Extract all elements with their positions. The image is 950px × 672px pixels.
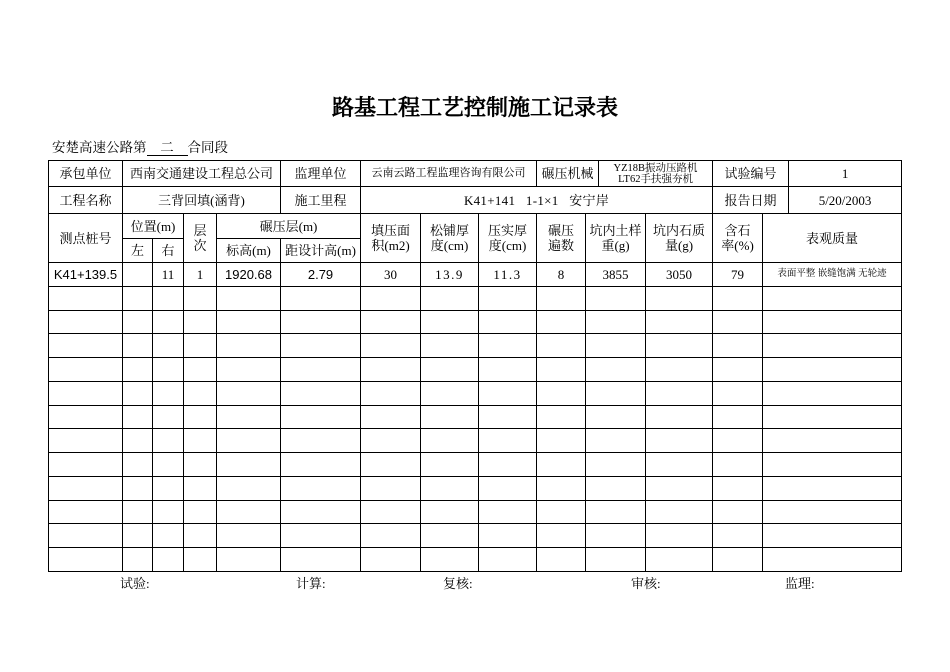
cell-station [49, 334, 123, 358]
test-no-label: 试验编号 [713, 161, 789, 187]
cell-soil-weight [586, 358, 646, 382]
cell-soil-weight [586, 381, 646, 405]
chainage-value: K41+141 1-1×1 安宁岸 [361, 187, 713, 214]
cell-left [123, 405, 153, 429]
cell-loose-thickness [421, 453, 479, 477]
cell-station [49, 476, 123, 500]
cell-layer [184, 548, 217, 572]
cell-appearance [763, 429, 902, 453]
cell-passes [537, 548, 586, 572]
cell-fill-area [361, 524, 421, 548]
cell-layer [184, 286, 217, 310]
column-header-compaction-layer: 碾压层(m) [217, 214, 361, 239]
table-row [49, 263, 902, 287]
cell-elevation: 1920.68 [217, 263, 281, 287]
table-row-blank [49, 476, 902, 500]
cell-left [123, 429, 153, 453]
cell-stone-weight [646, 334, 713, 358]
cell-fill-area [361, 358, 421, 382]
cell-elevation [217, 453, 281, 477]
cell-layer [184, 453, 217, 477]
column-header-position: 位置(m) [123, 214, 184, 239]
cell-appearance [763, 334, 902, 358]
cell-loose-thickness [421, 429, 479, 453]
cell-loose-thickness [421, 548, 479, 572]
cell-passes [537, 429, 586, 453]
cell-station [49, 524, 123, 548]
cell-appearance [763, 500, 902, 524]
cell-passes [537, 476, 586, 500]
cell-compacted-thickness: 11.3 [479, 263, 537, 287]
cell-compacted-thickness [479, 358, 537, 382]
record-table [48, 160, 902, 572]
contractor-value: 西南交通建设工程总公司 [123, 161, 281, 187]
cell-left [123, 358, 153, 382]
table-row-blank [49, 405, 902, 429]
cell-fill-area [361, 310, 421, 334]
cell-right [153, 334, 184, 358]
signature-supervision-label: 监理: [785, 576, 815, 591]
cell-layer [184, 476, 217, 500]
cell-dist-design [281, 358, 361, 382]
table-row-blank [49, 548, 902, 572]
cell-left [123, 548, 153, 572]
cell-layer [184, 334, 217, 358]
column-header-fill-area: 填压面 积(m2) [361, 214, 421, 263]
cell-dist-design [281, 334, 361, 358]
cell-elevation [217, 381, 281, 405]
cell-station [49, 500, 123, 524]
cell-layer [184, 310, 217, 334]
cell-appearance [763, 310, 902, 334]
cell-layer [184, 358, 217, 382]
cell-stone-weight [646, 548, 713, 572]
cell-station [49, 358, 123, 382]
cell-fill-area [361, 286, 421, 310]
cell-appearance [763, 405, 902, 429]
cell-dist-design [281, 453, 361, 477]
cell-soil-weight [586, 500, 646, 524]
cell-dist-design [281, 286, 361, 310]
cell-stone-weight [646, 286, 713, 310]
cell-station: K41+139.5 [49, 263, 123, 287]
cell-soil-weight [586, 405, 646, 429]
cell-appearance [763, 381, 902, 405]
cell-left [123, 286, 153, 310]
cell-layer: 1 [184, 263, 217, 287]
cell-right [153, 310, 184, 334]
cell-stone-ratio [713, 476, 763, 500]
cell-appearance [763, 548, 902, 572]
cell-appearance [763, 453, 902, 477]
cell-soil-weight [586, 524, 646, 548]
machine-value: YZ18B振动压路机 LT62手扶强夯机 [599, 161, 713, 187]
cell-right [153, 476, 184, 500]
column-header-compacted-thickness: 压实厚 度(cm) [479, 214, 537, 263]
cell-soil-weight [586, 310, 646, 334]
cell-compacted-thickness [479, 500, 537, 524]
cell-left [123, 524, 153, 548]
cell-right [153, 286, 184, 310]
cell-stone-ratio [713, 381, 763, 405]
cell-loose-thickness [421, 310, 479, 334]
cell-passes [537, 453, 586, 477]
cell-fill-area [361, 381, 421, 405]
cell-compacted-thickness [479, 524, 537, 548]
cell-appearance [763, 476, 902, 500]
cell-station [49, 286, 123, 310]
project-label: 工程名称 [49, 187, 123, 214]
cell-dist-design [281, 500, 361, 524]
table-row-blank [49, 358, 902, 382]
table-row-blank [49, 286, 902, 310]
cell-stone-weight [646, 453, 713, 477]
column-header-passes: 碾压 遍数 [537, 214, 586, 263]
cell-elevation [217, 476, 281, 500]
report-date-value: 5/20/2003 [789, 187, 902, 214]
cell-fill-area [361, 548, 421, 572]
project-value: 三背回填(涵背) [123, 187, 281, 214]
cell-elevation [217, 500, 281, 524]
cell-fill-area: 30 [361, 263, 421, 287]
cell-stone-weight [646, 358, 713, 382]
cell-stone-ratio [713, 405, 763, 429]
column-header-right: 右 [153, 239, 184, 263]
cell-left [123, 381, 153, 405]
cell-stone-weight [646, 524, 713, 548]
chainage-label: 施工里程 [281, 187, 361, 214]
cell-stone-ratio [713, 310, 763, 334]
cell-passes [537, 334, 586, 358]
cell-right [153, 548, 184, 572]
cell-appearance [763, 358, 902, 382]
cell-loose-thickness [421, 405, 479, 429]
cell-compacted-thickness [479, 310, 537, 334]
cell-appearance [763, 524, 902, 548]
cell-layer [184, 405, 217, 429]
cell-elevation [217, 524, 281, 548]
table-row-blank [49, 334, 902, 358]
cell-soil-weight [586, 476, 646, 500]
cell-dist-design [281, 310, 361, 334]
cell-loose-thickness [421, 286, 479, 310]
cell-dist-design [281, 548, 361, 572]
cell-passes [537, 310, 586, 334]
cell-elevation [217, 310, 281, 334]
cell-right [153, 453, 184, 477]
cell-station [49, 453, 123, 477]
cell-loose-thickness: 13.9 [421, 263, 479, 287]
cell-loose-thickness [421, 500, 479, 524]
cell-stone-weight [646, 310, 713, 334]
cell-right [153, 524, 184, 548]
cell-loose-thickness [421, 524, 479, 548]
cell-compacted-thickness [479, 548, 537, 572]
signature-calc-label: 计算: [296, 576, 326, 591]
cell-left [123, 453, 153, 477]
supervisor-label: 监理单位 [281, 161, 361, 187]
supervisor-value: 云南云路工程监理咨询有限公司 [361, 161, 537, 187]
cell-stone-weight [646, 429, 713, 453]
contractor-label: 承包单位 [49, 161, 123, 187]
cell-compacted-thickness [479, 405, 537, 429]
cell-compacted-thickness [479, 476, 537, 500]
cell-right [153, 358, 184, 382]
cell-dist-design [281, 381, 361, 405]
cell-stone-ratio [713, 453, 763, 477]
signature-test-label: 试验: [120, 576, 150, 591]
table-row-blank [49, 500, 902, 524]
column-header-layer: 层 次 [184, 214, 217, 263]
cell-stone-ratio [713, 500, 763, 524]
cell-elevation [217, 334, 281, 358]
cell-stone-ratio [713, 286, 763, 310]
cell-loose-thickness [421, 381, 479, 405]
cell-left [123, 476, 153, 500]
cell-fill-area [361, 500, 421, 524]
cell-right [153, 500, 184, 524]
column-header-loose-thickness: 松铺厚 度(cm) [421, 214, 479, 263]
cell-elevation [217, 405, 281, 429]
table-row-blank [49, 381, 902, 405]
cell-soil-weight: 3855 [586, 263, 646, 287]
cell-appearance [763, 286, 902, 310]
column-header-row-1 [49, 214, 902, 239]
cell-stone-ratio [713, 358, 763, 382]
document-title: 路基工程工艺控制施工记录表 [331, 95, 618, 120]
cell-stone-ratio: 79 [713, 263, 763, 287]
cell-loose-thickness [421, 476, 479, 500]
cell-right [153, 429, 184, 453]
column-header-elevation: 标高(m) [217, 239, 281, 263]
table-row-blank [49, 310, 902, 334]
cell-layer [184, 524, 217, 548]
section-number: 二 [147, 140, 188, 156]
cell-stone-weight [646, 476, 713, 500]
cell-layer [184, 429, 217, 453]
cell-fill-area [361, 405, 421, 429]
cell-layer [184, 500, 217, 524]
cell-passes [537, 381, 586, 405]
cell-passes [537, 524, 586, 548]
cell-fill-area [361, 334, 421, 358]
section-suffix: 合同段 [187, 140, 228, 155]
cell-soil-weight [586, 429, 646, 453]
cell-right: 11 [153, 263, 184, 287]
signature-audit-label: 审核: [631, 576, 661, 591]
cell-stone-ratio [713, 429, 763, 453]
test-no-value: 1 [789, 161, 902, 187]
table-row-blank [49, 524, 902, 548]
cell-elevation [217, 548, 281, 572]
cell-compacted-thickness [479, 286, 537, 310]
cell-compacted-thickness [479, 334, 537, 358]
cell-elevation [217, 429, 281, 453]
cell-stone-ratio [713, 334, 763, 358]
cell-loose-thickness [421, 358, 479, 382]
machine-label: 碾压机械 [537, 161, 599, 187]
cell-elevation [217, 286, 281, 310]
cell-soil-weight [586, 286, 646, 310]
cell-soil-weight [586, 548, 646, 572]
cell-layer [184, 381, 217, 405]
cell-left [123, 334, 153, 358]
cell-dist-design: 2.79 [281, 263, 361, 287]
cell-compacted-thickness [479, 381, 537, 405]
info-row-1 [49, 161, 902, 187]
cell-dist-design [281, 405, 361, 429]
cell-fill-area [361, 476, 421, 500]
column-header-left: 左 [123, 239, 153, 263]
column-header-dist-design: 距设计高(m) [281, 239, 361, 263]
column-header-station: 测点桩号 [49, 214, 123, 263]
cell-stone-weight [646, 381, 713, 405]
cell-passes [537, 358, 586, 382]
table-row-blank [49, 429, 902, 453]
cell-passes [537, 405, 586, 429]
cell-fill-area [361, 453, 421, 477]
cell-right [153, 381, 184, 405]
cell-passes: 8 [537, 263, 586, 287]
cell-stone-weight [646, 405, 713, 429]
cell-fill-area [361, 429, 421, 453]
section-prefix: 安楚高速公路第 [52, 140, 147, 155]
cell-stone-ratio [713, 548, 763, 572]
cell-left [123, 310, 153, 334]
cell-compacted-thickness [479, 453, 537, 477]
info-row-2 [49, 187, 902, 214]
cell-station [49, 429, 123, 453]
cell-appearance: 表面平整 嵌缝饱满 无轮迹 [763, 263, 902, 287]
column-header-stone-ratio: 含石 率(%) [713, 214, 763, 263]
cell-dist-design [281, 429, 361, 453]
cell-left [123, 500, 153, 524]
cell-loose-thickness [421, 334, 479, 358]
cell-passes [537, 500, 586, 524]
cell-station [49, 548, 123, 572]
contract-section-line [52, 139, 228, 157]
column-header-appearance: 表观质量 [763, 214, 902, 263]
cell-compacted-thickness [479, 429, 537, 453]
cell-stone-ratio [713, 524, 763, 548]
cell-station [49, 405, 123, 429]
report-date-label: 报告日期 [713, 187, 789, 214]
cell-left [123, 263, 153, 287]
signature-review-label: 复核: [443, 576, 473, 591]
cell-station [49, 310, 123, 334]
table-row-blank [49, 453, 902, 477]
cell-dist-design [281, 476, 361, 500]
column-header-stone-weight: 坑内石质 量(g) [646, 214, 713, 263]
cell-right [153, 405, 184, 429]
cell-passes [537, 286, 586, 310]
cell-elevation [217, 358, 281, 382]
cell-station [49, 381, 123, 405]
cell-soil-weight [586, 453, 646, 477]
cell-stone-weight: 3050 [646, 263, 713, 287]
cell-dist-design [281, 524, 361, 548]
cell-stone-weight [646, 500, 713, 524]
column-header-soil-weight: 坑内土样 重(g) [586, 214, 646, 263]
cell-soil-weight [586, 334, 646, 358]
